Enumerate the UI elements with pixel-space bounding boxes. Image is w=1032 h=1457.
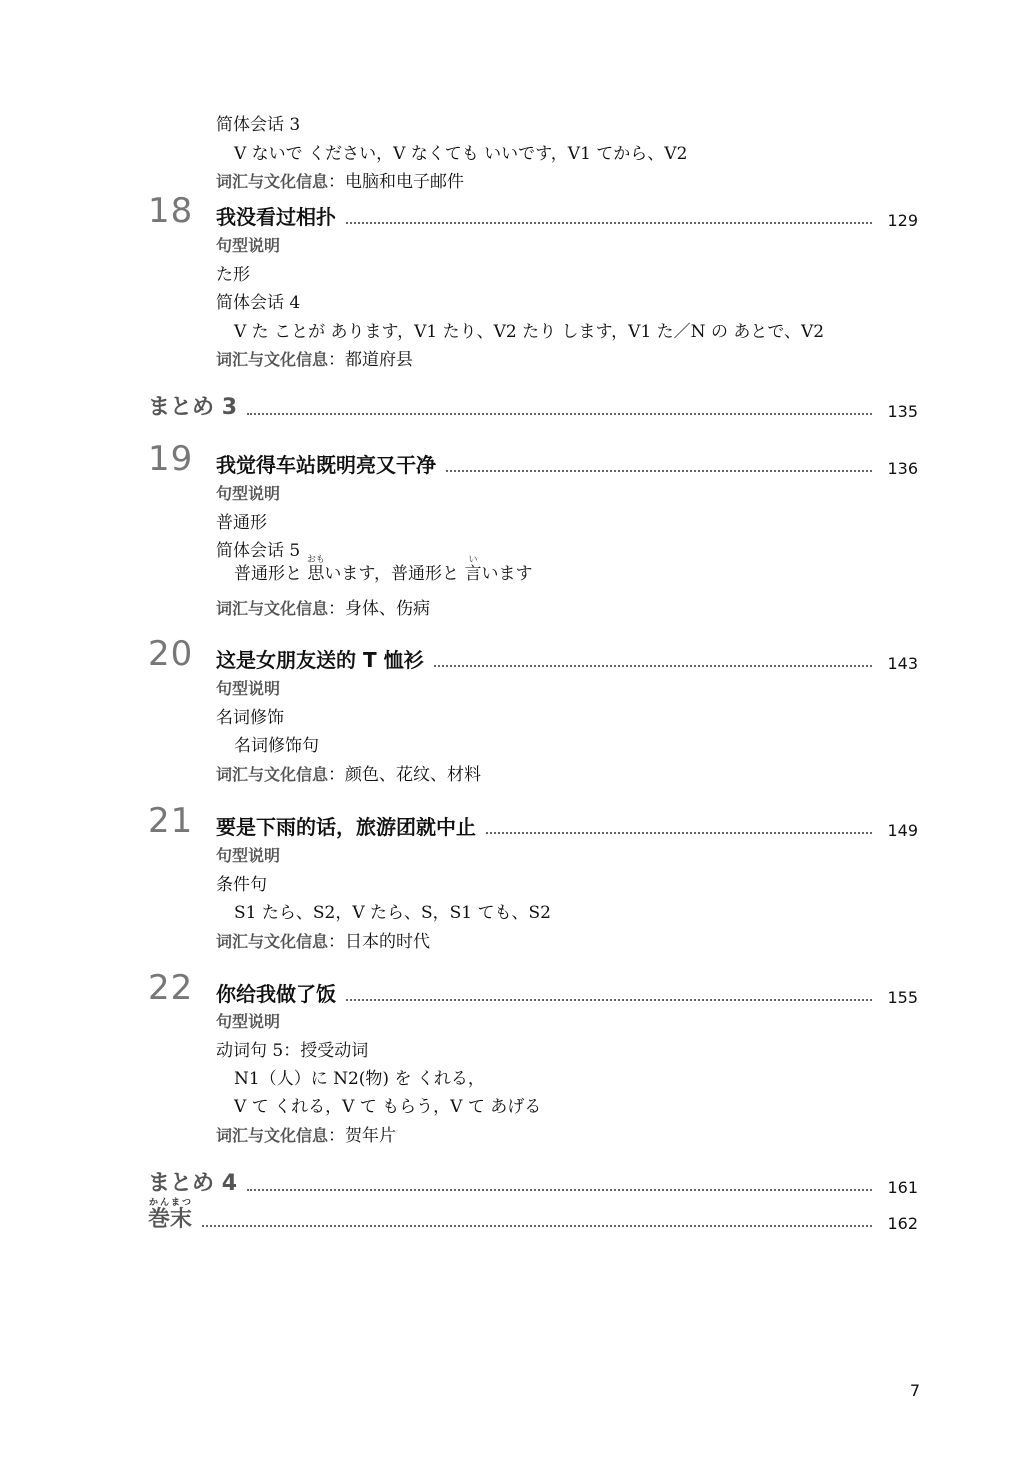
toc-entry-18[interactable] — [216, 201, 918, 230]
page-number-kanmatsu: 162 — [887, 1214, 918, 1233]
lesson-title-19: 我觉得车站既明亮又干净 — [216, 453, 436, 477]
pattern-label-19: 句型说明 — [216, 484, 281, 503]
vocab-line-20 — [216, 760, 481, 785]
vocab-label: 词汇与文化信息 — [216, 599, 329, 618]
lesson-title-18: 我没看过相扑 — [216, 205, 336, 229]
vocab-separator: ： — [328, 765, 346, 785]
vocab-line-21 — [216, 927, 430, 952]
vocab-text: 颜色、花纹、材料 — [345, 765, 482, 785]
vocab-separator: ： — [328, 1126, 346, 1146]
vocab-line-17 — [216, 167, 464, 192]
sub-pattern-22a: N1（人）に N2(物) を くれる， — [234, 1069, 485, 1089]
page-number-20: 143 — [887, 654, 918, 673]
leader-dots — [446, 470, 872, 472]
form-19: 普通形 — [216, 513, 267, 533]
leader-dots — [346, 999, 872, 1001]
page-number-22: 155 — [887, 988, 918, 1007]
page-folio: 7 — [909, 1381, 920, 1400]
page-number-19: 136 — [887, 459, 918, 478]
vocab-line-19 — [216, 594, 430, 619]
leader-dots — [247, 1189, 872, 1191]
dialog3-heading: 简体会话 3 — [216, 115, 301, 135]
toc-entry-20[interactable] — [216, 644, 918, 673]
kanmatsu-label: 巻末かんまつ — [148, 1198, 193, 1232]
page-number-21: 149 — [887, 821, 918, 840]
page-number-matome4: 161 — [887, 1178, 918, 1197]
sub-pattern-22b: V て くれる，V て もらう，V て あげる — [234, 1097, 542, 1117]
toc-entry-19[interactable] — [216, 449, 918, 478]
pattern-label-21: 句型说明 — [216, 846, 281, 865]
vocab-text: 贺年片 — [345, 1126, 397, 1146]
matome-label-4: まとめ 4 — [148, 1171, 237, 1196]
vocab-line-18 — [216, 345, 413, 370]
dialog3-pattern: V ないで ください，V なくても いいです，V1 てから、V2 — [234, 144, 688, 164]
form-21: 条件句 — [216, 875, 267, 895]
page-number-18: 129 — [887, 211, 918, 230]
ruby-i: 言い — [464, 555, 482, 584]
dialog-heading-18: 简体会话 4 — [216, 293, 301, 313]
form-20: 名词修饰 — [216, 708, 284, 728]
vocab-label: 词汇与文化信息 — [216, 932, 329, 951]
matome-number: 4 — [221, 1171, 237, 1196]
toc-entry-22[interactable] — [216, 978, 918, 1007]
vocab-separator: ： — [328, 350, 346, 370]
vocab-separator: ： — [328, 172, 346, 192]
vocab-text: 身体、伤病 — [345, 599, 431, 619]
vocab-line-22 — [216, 1121, 396, 1146]
vocab-label: 词汇与文化信息 — [216, 350, 329, 369]
toc-entry-matome3[interactable] — [148, 390, 918, 421]
lesson-title-20: 这是女朋友送的 T 恤衫 — [216, 648, 424, 672]
leader-dots — [346, 222, 872, 224]
lesson-title-22: 你给我做了饭 — [216, 982, 336, 1006]
pattern-label-20: 句型说明 — [216, 679, 281, 698]
matome-label-3: まとめ 3 — [148, 395, 237, 420]
vocab-text: 都道府县 — [345, 350, 414, 370]
dialog-pattern-19: 普通形と 思おもいます，普通形と 言いいます — [234, 555, 533, 584]
vocab-text: 电脑和电子邮件 — [345, 172, 465, 192]
lesson-title-21: 要是下雨的话，旅游团就中止 — [216, 815, 476, 839]
lesson-number-21: 21 — [148, 801, 194, 841]
leader-dots — [202, 1225, 872, 1227]
sub-pattern-20: 名词修饰句 — [234, 736, 319, 756]
vocab-label: 词汇与文化信息 — [216, 172, 329, 191]
vocab-separator: ： — [328, 599, 346, 619]
form-18: た形 — [216, 265, 250, 285]
leader-dots — [486, 832, 872, 834]
lesson-number-19: 19 — [148, 439, 194, 479]
toc-entry-21[interactable] — [216, 811, 918, 840]
matome-number: 3 — [221, 395, 237, 420]
lesson-number-18: 18 — [148, 191, 194, 231]
leader-dots — [247, 413, 872, 415]
toc-entry-kanmatsu[interactable] — [148, 1198, 918, 1233]
vocab-label: 词汇与文化信息 — [216, 1126, 329, 1145]
dialog-pattern-18: V た ことが あります，V1 たり、V2 たり します，V1 た／N の あとで、V2 — [234, 322, 825, 342]
vocab-label: 词汇与文化信息 — [216, 765, 329, 784]
page-number-matome3: 135 — [887, 402, 918, 421]
vocab-text: 日本的时代 — [345, 932, 431, 952]
lesson-number-22: 22 — [148, 968, 194, 1008]
toc-entry-matome4[interactable] — [148, 1166, 918, 1197]
dialog-heading-19: 简体会话 5 — [216, 541, 301, 561]
form-22: 动词句 5：授受动词 — [216, 1041, 369, 1061]
ruby-omo: 思おも — [306, 555, 325, 584]
sub-pattern-21: S1 たら、S2，V たら、S，S1 ても、S2 — [234, 903, 551, 923]
pattern-label-18: 句型说明 — [216, 236, 281, 255]
lesson-number-20: 20 — [148, 634, 194, 674]
leader-dots — [434, 665, 872, 667]
pattern-label-22: 句型说明 — [216, 1012, 281, 1031]
vocab-separator: ： — [328, 932, 346, 952]
